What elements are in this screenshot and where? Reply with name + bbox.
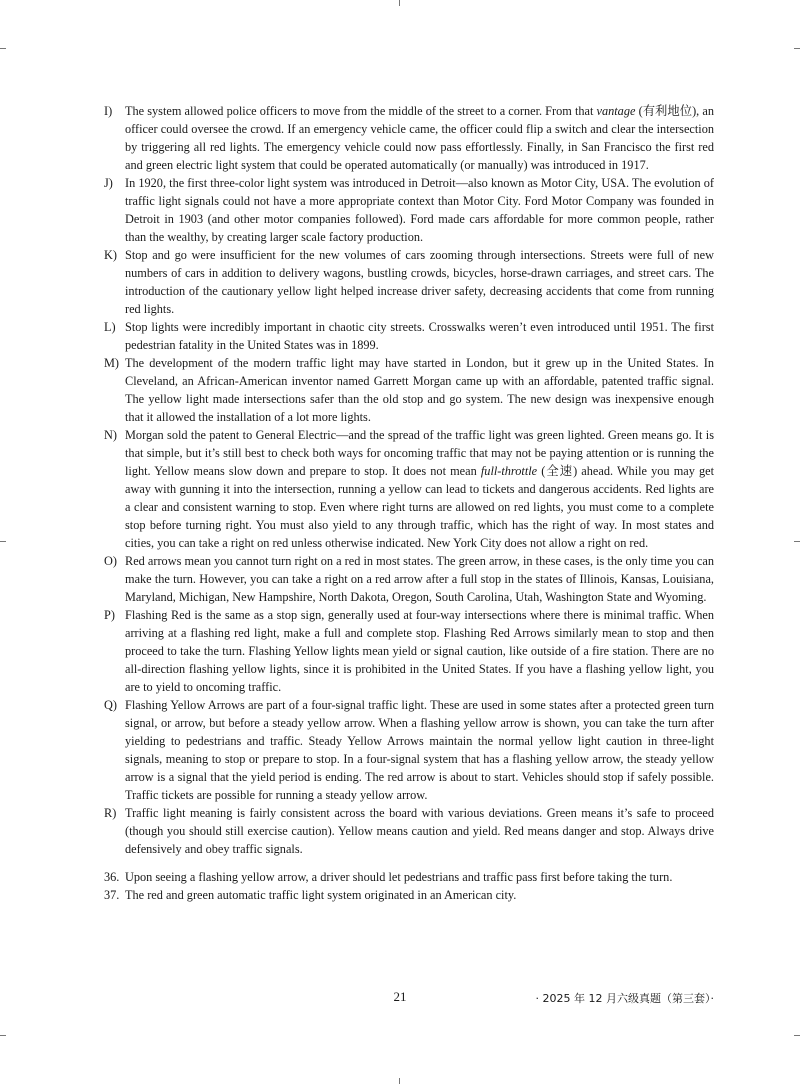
paragraph-label: N) <box>104 428 117 442</box>
paragraph-text <box>125 606 714 696</box>
text-run: Flashing Red is the same as a stop sign, generally used at four-way intersections where there is minimal traffic. When arriving at a flashing red light, make a full and complete stop. Flashing Red Arrows similarly mean to stop and then proceed to take the turn. Flashing Yellow lights mean yield or signal caution, like outside of a fire station. There are no all-direction flashing yellow lights, since it is prohibited in the United States. If you have a flashing yellow light, you are to yield to oncoming traffic. <box>125 608 714 694</box>
crop-mark-top <box>399 0 400 6</box>
crop-mark-right-middle <box>794 541 800 542</box>
paragraph-k <box>104 246 714 318</box>
text-run: Flashing Yellow Arrows are part of a four-signal traffic light. These are used in some states after a protected green turn signal, or arrow, but before a steady yellow arrow. When a flashing yellow arrow is shown, you can take the turn after yielding to pedestrians and traffic. Steady Yellow Arrows maintain the normal yellow light caution in three-light signals, meaning to stop or prepare to stop. In a four-signal system that has a flashing yellow arrow, the steady yellow arrow is a signal that the yield period is ending. The red arrow is about to start. Vehicles should stop if safely possible. Traffic tickets are possible for running a steady yellow arrow. <box>125 698 714 802</box>
paragraph-o <box>104 552 714 606</box>
text-run: Traffic light meaning is fairly consistent across the board with various deviations. Green means it’s safe to proceed (though you should still exercise caution). Yellow means caution and yield. Red means danger and stop. Always drive defensively and obey traffic signals. <box>125 806 714 856</box>
italic-term: full-throttle <box>480 464 538 478</box>
paragraph-text <box>125 318 714 354</box>
paragraph-r <box>104 804 714 858</box>
paragraph-text <box>125 102 714 174</box>
paragraph-text <box>125 696 714 804</box>
crop-mark-left-top <box>0 48 6 49</box>
text-run: The system allowed police officers to move from the middle of the street to a corner. From that <box>125 104 597 118</box>
text-run: The development of the modern traffic light may have started in London, but it grew up in the United States. In Cleveland, an African-American inventor named Garrett Morgan came up with an affordable, patented traffic signal. The yellow light made intersections safer than the old stop and go system. The new design was inexpensive enough that it allowed the installation of a lot more lights. <box>125 356 714 424</box>
text-run: (有利地位), an officer could oversee the crowd. If an emergency vehicle came, the officer could flip a switch and clear the intersection by triggering all red lights. The emergency vehicle could now pass effortlessly. Finally, in San Francisco the first red and green electric light system that could be operated automatically (or manually) was introduced in 1917. <box>125 104 714 172</box>
question-list <box>104 868 714 904</box>
paragraph-label: P) <box>104 608 115 622</box>
crop-mark-right-bottom <box>794 1035 800 1036</box>
exam-info: · 2025 年 12 月六级真题（第三套）· <box>535 992 714 1005</box>
paragraph-q <box>104 696 714 804</box>
paragraph-n <box>104 426 714 552</box>
italic-term: vantage <box>596 104 636 118</box>
text-run: Red arrows mean you cannot turn right on a red in most states. The green arrow, in these cases, is the only time you can make the turn. However, you can take a right on a red arrow after a full stop in the states of Illinois, Kansas, Louisiana, Maryland, Michigan, New Hampshire, North Dakota, Oregon, South Carolina, Utah, Washington State and Wyoming. <box>125 554 714 604</box>
question-36 <box>104 868 714 886</box>
paragraph-label: I) <box>104 104 113 118</box>
text-run: Stop lights were incredibly important in chaotic city streets. Crosswalks weren’t even introduced until 1951. The first pedestrian fatality in the United States was in 1899. <box>125 320 714 352</box>
paragraph-text <box>125 174 714 246</box>
question-37 <box>104 886 714 904</box>
crop-mark-bottom <box>399 1078 400 1084</box>
question-text: Upon seeing a flashing yellow arrow, a driver should let pedestrians and traffic pass first before taking the turn. <box>125 870 673 884</box>
text-run: Morgan sold the patent to General Electric—and the spread of the traffic light was green lighted. Green means go. It is that simple, but it’s still best to check both ways for oncoming traffic that may not be paying attention or is running the light. Yellow means slow down and prepare to stop. It does not mean <box>125 428 714 478</box>
text-run: (全速) ahead. While you may get away with gunning it into the intersection, running a yellow can lead to tickets and dangerous accidents. Red lights are a clear and consistent warning to stop. Even where right turns are allowed on red lights, you must come to a complete stop before turning right. You must also yield to any through traffic, which has the right of way. In most states and cities, you can take a right on red unless otherwise indicated. New York City does not allow a right on red. <box>125 464 715 550</box>
crop-mark-right-top <box>794 48 800 49</box>
paragraph-l <box>104 318 714 354</box>
paragraph-text <box>125 246 714 318</box>
text-run: In 1920, the first three-color light system was introduced in Detroit—also known as Motor City, USA. The evolution of traffic light signals could not have a more appropriate context than Motor City. Ford Motor Company was founded in Detroit in 1903 (and other motor companies followed). Ford made cars affordable for more common people, rather than the wealthy, by creating larger scale factory production. <box>125 176 714 244</box>
paragraph-list <box>104 102 714 858</box>
paragraph-j <box>104 174 714 246</box>
paragraph-text <box>125 804 714 858</box>
paragraph-label: L) <box>104 320 116 334</box>
paragraph-m <box>104 354 714 426</box>
question-number: 36. <box>104 870 120 884</box>
crop-mark-left-bottom <box>0 1035 6 1036</box>
paragraph-text <box>125 552 714 606</box>
page-number: 21 <box>393 989 407 1004</box>
paragraph-p <box>104 606 714 696</box>
paragraph-label: Q) <box>104 698 117 712</box>
paragraph-text <box>125 354 714 426</box>
paragraph-text <box>125 426 714 552</box>
text-run: Stop and go were insufficient for the new volumes of cars zooming through intersections. Streets were full of new numbers of cars in addition to delivery wagons, bustling crowds, bicycles, horse-drawn carriages, and street cars. The introduction of the cautionary yellow light helped increase driver safety, decreasing accidents that come from running red lights. <box>125 248 714 316</box>
paragraph-label: K) <box>104 248 117 262</box>
paragraph-i <box>104 102 714 174</box>
paragraph-label: J) <box>104 176 113 190</box>
paragraph-label: R) <box>104 806 117 820</box>
reading-passage <box>104 102 714 904</box>
paragraph-label: O) <box>104 554 117 568</box>
question-text: The red and green automatic traffic light system originated in an American city. <box>125 888 517 902</box>
crop-mark-left-middle <box>0 541 6 542</box>
paragraph-label: M) <box>104 356 120 370</box>
section-gap <box>104 858 714 868</box>
question-number: 37. <box>104 888 120 902</box>
